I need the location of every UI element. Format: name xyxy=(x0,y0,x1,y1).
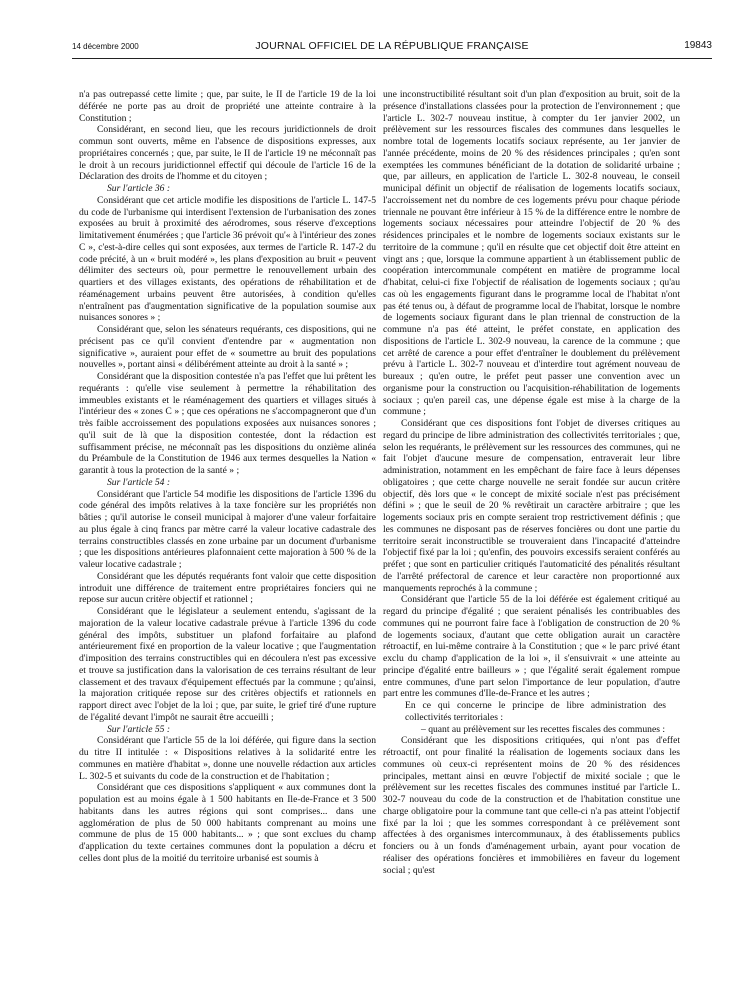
paragraph: Considérant que les députés requérants font valoir que cette disposition introduit une différence de traitement entre propriétaires fonciers qui ne repose sur aucun critère objectif et rationnel ; xyxy=(79,570,376,606)
paragraph: n'a pas outrepassé cette limite ; que, par suite, le II de l'article 19 de la loi déférée ne porte pas au droit de propriété une atteinte contraire à la Constitution ; xyxy=(79,89,376,124)
paragraph: Considérant, en second lieu, que les recours juridictionnels de droit commun sont ouverts, même en l'absence de dispositions expresses, aux propriétaires concernés ; que, par suite, le II de l'article 19 ne méconnaît pas le droit à un recours juridictionnel effectif qui découle de l'article 16 de la Déclaration des droits de l'homme et du citoyen ; xyxy=(79,124,376,183)
section-heading: Sur l'article 55 : xyxy=(107,723,171,735)
paragraph: Considérant que ces dispositions s'appliquent « aux communes dont la population est au moins égale à 1 500 habitants en Ile-de-France et 3 500 habitants dans les autres régions qui sont comprises... dans une agglomération de plus de 50 000 habitants comprenant au moins une commune de plus de 15 000 habitants... » ; que sont exclues du champ d'application du texte certaines communes dont la population a décru et celles dont plus de la moitié du territoire urbanisé est soumis à xyxy=(79,782,376,864)
subsection-item: – quant au prélèvement sur les recettes fiscales des communes : xyxy=(421,723,666,735)
header-date: 14 décembre 2000 xyxy=(72,42,139,51)
paragraph: Considérant que les dispositions critiquées, qui n'ont pas d'effet rétroactif, ont pour finalité la réalisation de logements sociaux dans les communes où ceux-ci représentent moins de 20 % des résidences principales, mettant ainsi en œuvre l'objectif de mixité sociale ; que le prélèvement sur les recettes fiscales des communes institué par l'article L. 302-7 nouveau du code de la construction et de l'habitation constitue une charge obligatoire pour la commune tant que celle-ci n'a pas atteint l'objectif fixé par la loi ; que les sommes correspondant à ce prélèvement sont affectées à des organismes intercommunaux, à des établissements publics fonciers ou à un fonds d'aménagement urbain, ayant pour vocation de réaliser des opérations foncières et immobilières en faveur du logement social ; qu'est xyxy=(383,735,680,876)
paragraph: une inconstructibilité résultant soit d'un plan d'exposition au bruit, soit de la présence d'installations classées pour la protection de l'environnement ; que l'article L. 302-7 nouveau institue, à compter du 1er janvier 2002, un prélèvement sur les ressources fiscales des communes dans lesquelles le nombre total de logements locatifs sociaux représente, au 1er janvier de l'année précédente, moins de 20 % des résidences principales ; qu'en sont exemptées les communes bénéficiant de la dotation de solidarité urbaine ; que, par ailleurs, en application de l'article L. 302-8 nouveau, le conseil municipal définit un objectif de réalisation de logements locatifs sociaux, l'accroissement net du nombre de ces logements prévu pour chaque période triennale ne pouvant être inférieur à 15 % de la différence entre le nombre de logements sociaux nécessaires pour atteindre l'objectif de 20 % des résidences principales et le nombre de logements sociaux existants sur le territoire de la commune ; qu'il en résulte que cet objectif doit être atteint en vingt ans ; que, lorsque la commune appartient à un établissement public de coopération intercommunale compétent en matière de programme local d'habitat, celui-ci fixe l'objectif de réalisation de logements sociaux ; qu'au cas où les engagements figurant dans le programme local de l'habitat n'ont pas été tenus ou, à défaut de programme local de l'habitat, lorsque le nombre de logements sociaux figurant dans le plan triennal de construction de la commune n'a pas été atteint, le préfet constate, en application des dispositions de l'article L. 302-9 nouveau, la carence de la commune ; que cet arrêté de carence a pour effet d'entraîner le doublement du prélèvement prévu à l'article L. 302-7 nouveau et d'interdire tout agrément nouveau de bureaux ; qu'en outre, le préfet peut passer une convention avec un organisme pour la construction ou l'acquisition-réhabilitation de logements sociaux ; qu'en pareil cas, une dépense égale est mise à la charge de la commune ; xyxy=(383,89,680,418)
section-heading: Sur l'article 54 : xyxy=(107,476,171,488)
subsection-heading: En ce qui concerne le principe de libre administration des collectivités territoriales : xyxy=(405,700,666,723)
paragraph: Considérant que le législateur a seulement entendu, s'agissant de la majoration de la valeur locative cadastrale prévue à l'article 1396 du code général des impôts, substituer un plafond forfaitaire au plafond antérieurement fixé en proportion de la valeur locative ; que l'augmentation d'imposition des terrains constructibles qui en découlera n'est pas excessive et trouve sa justification dans la valorisation de ces terrains résultant de leur classement et des travaux d'équipement effectués par la commune ; qu'ainsi, la majoration critiquée repose sur des critères objectifs et rationnels en rapport direct avec l'objet de la loi ; que, par suite, le grief tiré d'une rupture de l'égalité devant l'impôt ne saurait être accueilli ; xyxy=(79,606,376,723)
paragraph: Considérant que, selon les sénateurs requérants, ces dispositions, qui ne précisent pas ce qu'il convient d'entendre par « augmentation non significative », auraient pour effet de « soumettre au bruit des populations nouvelles », portant ainsi « délibérément atteinte au droit à la santé » ; xyxy=(79,324,376,371)
journal-title: JOURNAL OFFICIEL DE LA RÉPUBLIQUE FRANÇAISE xyxy=(255,40,529,52)
paragraph: Considérant que l'article 54 modifie les dispositions de l'article 1396 du code général des impôts relatives à la taxe foncière sur les propriétés non bâties ; qu'il autorise le conseil municipal à majorer d'une valeur forfaitaire au plus égale à cinq francs par mètre carré la valeur locative cadastrale des terrains constructibles classés en zone urbaine par un document d'urbanisme ; que les dispositions antérieures plafonnaient cette majoration à 500 % de la valeur locative cadastrale ; xyxy=(79,488,376,570)
paragraph: Considérant que cet article modifie les dispositions de l'article L. 147-5 du code de l'urbanisme qui interdisent l'extension de l'urbanisation des zones exposées au bruit à proximité des aérodromes, sous réserve d'exceptions limitativement énumérées ; que l'article 36 prévoit qu'« à l'intérieur des zones C », c'est-à-dire celles qui sont exposées, aux termes de l'article R. 147-2 du code précité, à un « bruit modéré », les plans d'exposition au bruit « peuvent délimiter des secteurs où, pour permettre le renouvellement urbain des quartiers et des villages existants, des opérations de réhabilitation et de réaménagement urbains peuvent être autorisées, à condition qu'elles n'entraînent pas d'augmentation significative de la population soumise aux nuisances sonores » ; xyxy=(79,194,376,324)
header-rule xyxy=(72,58,712,59)
paragraph: Considérant que ces dispositions font l'objet de diverses critiques au regard du principe de libre administration des collectivités territoriales ; que, selon les requérants, le prélèvement sur les ressources des communes, qui ne fait l'objet d'aucune mesure de compensation, entraverait leur libre administration, notamment en les empêchant de faire face à leurs dépenses obligatoires ; que cette charge nouvelle ne serait fondée sur aucun critère objectif, dès lors que « le concept de mixité sociale n'est pas précisément défini » ; que le seuil de 20 % revêtirait un caractère arbitraire ; que les logements sociaux pris en compte seraient trop restrictivement définis ; que les communes ne disposant pas de réserves foncières ou dont une partie du territoire serait inconstructible se trouveraient dans l'incapacité d'atteindre l'objectif fixé par la loi ; qu'enfin, des pouvoirs excessifs seraient conférés au préfet ; que sont en particulier critiqués l'automaticité des pénalités résultant de l'arrêté préfectoral de carence et leur caractère non proportionné aux manquements reprochés à la commune ; xyxy=(383,418,680,594)
paragraph: Considérant que la disposition contestée n'a pas l'effet que lui prêtent les requérants : qu'elle vise seulement à permettre la réhabilitation des immeubles existants et le réaménagement des quartiers et villages situés à l'intérieur des « zones C » ; que ces opérations ne s'accompagneront que d'un très faible accroissement des populations exposées aux nuisances sonores ; qu'il suit de là que la disposition contestée, dont la rédaction est suffisamment précise, ne méconnaît pas les dispositions du onzième alinéa du Préambule de la Constitution de 1946 aux termes desquelles la Nation « garantit à tous la protection de la santé » ; xyxy=(79,371,376,476)
page-number: 19843 xyxy=(684,40,712,51)
paragraph: Considérant que l'article 55 de la loi déférée est également critiqué au regard du principe d'égalité ; que seraient pénalisés les contribuables des communes qui ne pourront faire face à l'obligation de construction de 20 % de logements sociaux, d'autant que cette obligation aurait un caractère rétroactif, en lui-même contraire à la Constitution ; que « le parc privé étant exclu du champ d'application de la loi », il s'ensuivrait « une atteinte au principe d'égalité entre bailleurs » ; que l'égalité serait également rompue entre communes, d'une part selon l'importance de leur population, d'autre part entre les communes d'Ile-de-France et les autres ; xyxy=(383,594,680,700)
left-column xyxy=(79,89,376,989)
paragraph: Considérant que l'article 55 de la loi déférée, qui figure dans la section du titre II intitulée : « Dispositions relatives à la solidarité entre les communes en matière d'habitat », donne une nouvelle rédaction aux articles L. 302-5 et suivants du code de la construction et de l'habitation ; xyxy=(79,735,376,782)
right-column xyxy=(383,89,680,989)
page-header xyxy=(72,40,712,56)
section-heading: Sur l'article 36 : xyxy=(107,183,171,194)
